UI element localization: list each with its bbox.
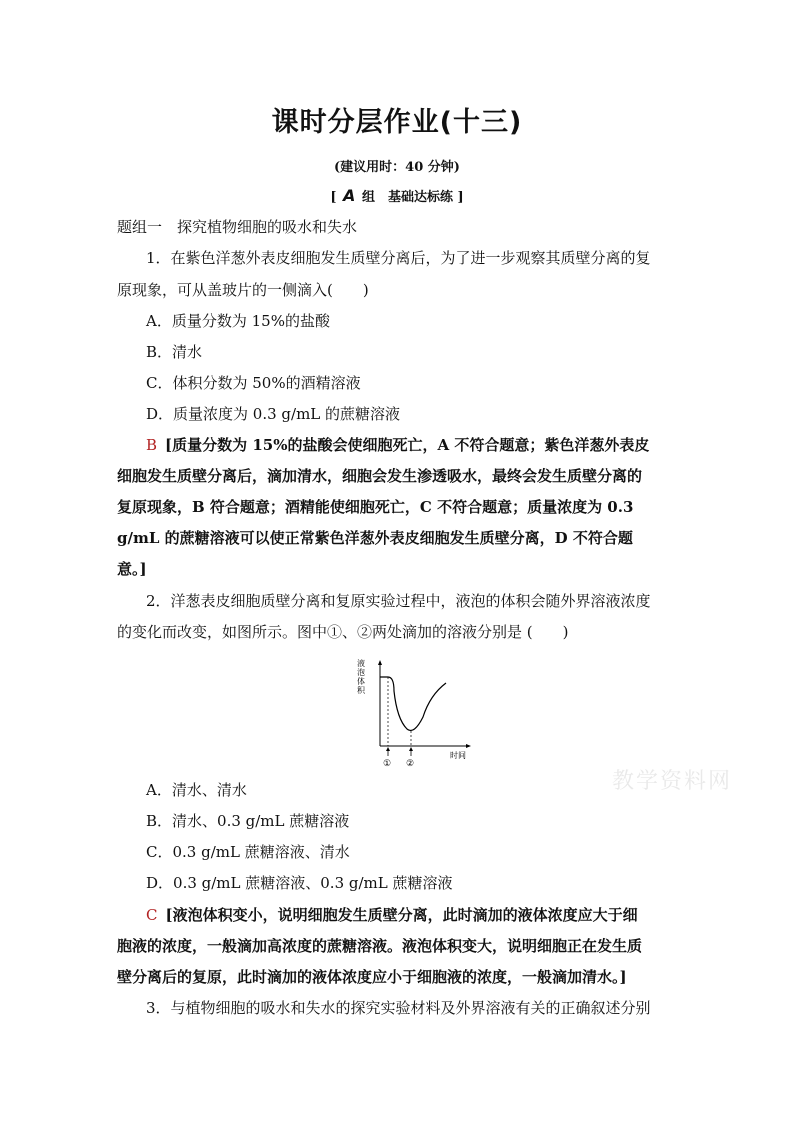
vacuole-volume-chart — [338, 657, 478, 775]
q1-option: A．质量分数为 15%的盐酸 — [146, 312, 330, 330]
y-axis-label — [357, 658, 368, 695]
q2-option: C．0.3 g/mL 蔗糖溶液、清水 — [146, 843, 350, 861]
q2-stem-line: 的变化而改变，如图所示。图中①、②两处滴加的溶液分别是 ( ) — [117, 623, 569, 641]
y-axis-label-char: 液 — [357, 659, 365, 668]
q2-option: A．清水、清水 — [146, 781, 247, 799]
y-axis-label-char: 积 — [357, 686, 365, 695]
y-axis-label-char: 泡 — [357, 668, 365, 677]
q2-stem-line: 2．洋葱表皮细胞质壁分离和复原实验过程中，液泡的体积会随外界溶液浓度 — [146, 592, 651, 610]
q2-option: B．清水、0.3 g/mL 蔗糖溶液 — [146, 812, 350, 830]
volume-curve — [380, 677, 446, 731]
q2-answer-letter: C — [146, 906, 158, 924]
q2-answer-line: 胞液的浓度，一般滴加高浓度的蔗糖溶液。液泡体积变大，说明细胞正在发生质 — [117, 937, 643, 955]
group-badge: A — [343, 186, 356, 205]
q2-answer-text: [液泡体积变小，说明细胞发生质壁分离，此时滴加的液体浓度应大于细 — [165, 906, 638, 924]
q1-answer-line: 意。] — [117, 560, 147, 578]
marker-1-arrowhead — [386, 747, 390, 751]
suggested-time: (建议用时：40 分钟) — [334, 160, 460, 175]
group-label: 组 基础达标练 — [361, 190, 453, 205]
q1-option: D．质量浓度为 0.3 g/mL 的蔗糖溶液 — [146, 405, 401, 423]
x-axis-label: 时间 — [450, 751, 466, 760]
q1-answer-line: 复原现象，B 符合题意；酒精能使细胞死亡，C 不符合题意；质量浓度为 0.3 — [117, 498, 634, 516]
group-bracket-close: ] — [457, 190, 464, 205]
q1-answer-letter: B — [146, 436, 158, 454]
q2-answer-line — [146, 905, 716, 925]
marker-1-label: ① — [383, 759, 392, 769]
group-heading — [0, 186, 794, 205]
q1-answer-line: g/mL 的蔗糖溶液可以使正常紫色洋葱外表皮细胞发生质壁分离，D 不符合题 — [117, 529, 633, 547]
y-axis-arrow — [378, 660, 382, 665]
section-heading: 题组一 探究植物细胞的吸水和失水 — [117, 218, 358, 236]
q1-stem-line: 原现象，可从盖玻片的一侧滴入( ) — [117, 281, 369, 299]
marker-2-arrowhead — [409, 747, 413, 751]
watermark: 教学资料网 — [612, 769, 733, 794]
q1-stem-line: 1．在紫色洋葱外表皮细胞发生质壁分离后，为了进一步观察其质壁分离的复 — [146, 249, 651, 267]
page-title: 课时分层作业(十三) — [271, 107, 523, 138]
q1-option: C．体积分数为 50%的酒精溶液 — [146, 374, 361, 392]
marker-2-label: ② — [406, 759, 415, 769]
q2-answer-line: 壁分离后的复原，此时滴加的液体浓度应小于细胞液的浓度，一般滴加清水。] — [117, 968, 627, 986]
q2-option: D．0.3 g/mL 蔗糖溶液、0.3 g/mL 蔗糖溶液 — [146, 874, 453, 892]
q1-answer-line: 细胞发生质壁分离后，滴加清水，细胞会发生渗透吸水，最终会发生质壁分离的 — [117, 467, 643, 485]
q1-answer-text: [质量分数为 15%的盐酸会使细胞死亡，A 不符合题意；紫色洋葱外表皮 — [165, 436, 650, 454]
x-axis-arrow — [466, 744, 471, 748]
q1-option: B．清水 — [146, 343, 203, 361]
group-bracket-open: [ — [330, 190, 337, 205]
q3-stem-line: 3．与植物细胞的吸水和失水的探究实验材料及外界溶液有关的正确叙述分别 — [146, 999, 651, 1017]
y-axis-label-char: 体 — [357, 677, 365, 686]
q1-answer-line — [146, 435, 716, 455]
